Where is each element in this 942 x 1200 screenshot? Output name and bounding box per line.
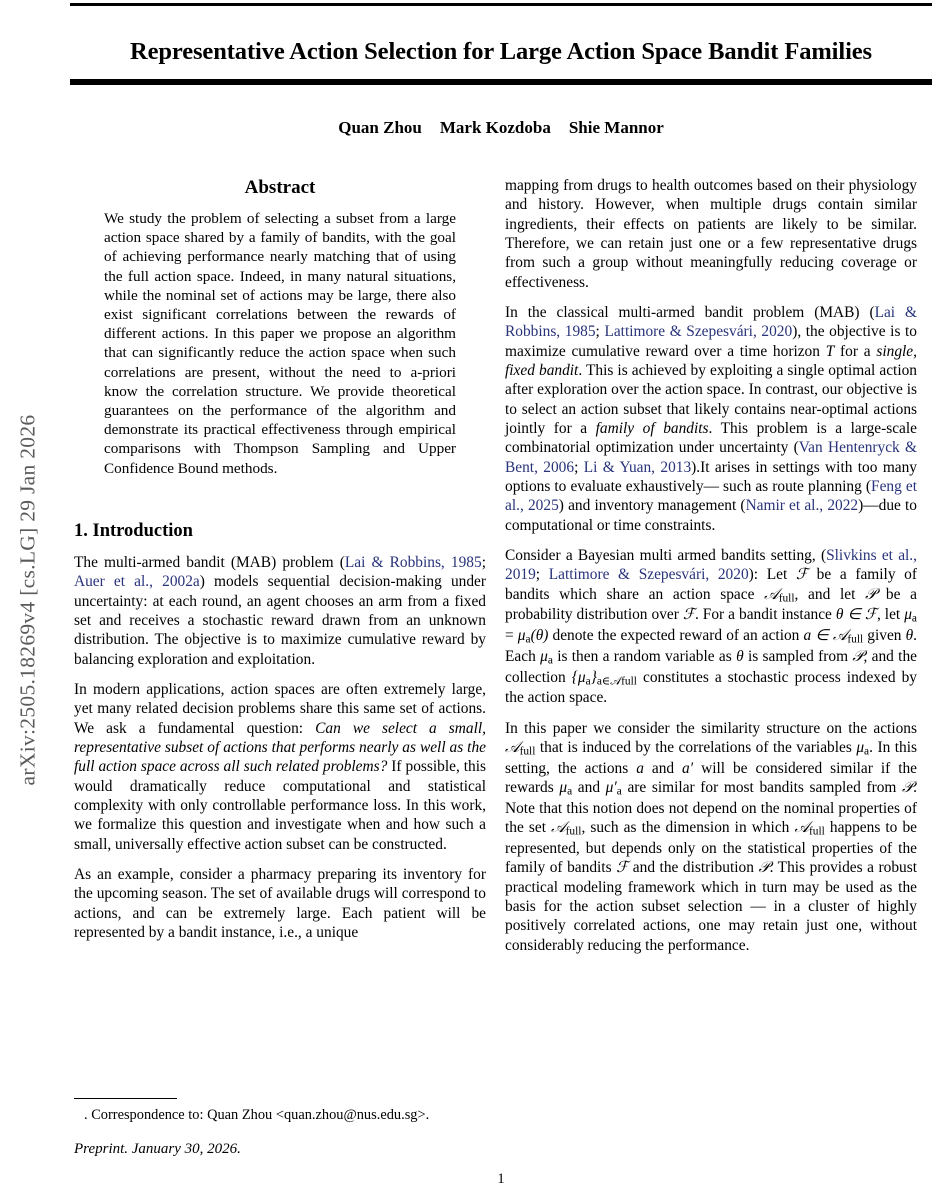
text-run: full (565, 825, 582, 838)
text-run: . This is achieved by exploiting a single optimal action after exploration over the action space. In contrast, our objective is to select an action subset that likely contains near-optimal actions jointly for a (505, 361, 917, 437)
text-run: . This problem is a large-scale combinatorial optimization under uncertainty ( (505, 419, 917, 457)
text-run: ) models sequential decision-making under uncertainty: at each round, an agent chooses an arm from a fixed set and receives a stochastic reward drawn from an unknown distribution. The objective is to maximize cumulative reward by balancing exploration and exploitation. (74, 573, 486, 668)
text-run: ; (535, 566, 549, 584)
text-run: and (572, 779, 606, 797)
text-run: a ∈ (803, 627, 833, 645)
text-run: a (616, 785, 622, 798)
text-run: happens to be represented, but depends only on the statistical properties of the family of bandits (505, 819, 917, 877)
text-run: μ (517, 627, 526, 645)
text-run: μ′ (605, 779, 617, 797)
text-run: )—due to computational or time constraints. (505, 497, 917, 534)
text-run: for a (834, 342, 877, 360)
abstract-heading: Abstract (244, 177, 316, 198)
text-run: 𝒜 (505, 739, 520, 757)
text-run: 𝒫 (758, 859, 770, 877)
text-run: a′ (682, 759, 694, 777)
text-run: family of bandits (595, 419, 709, 437)
body-paragraph (74, 553, 486, 669)
text-run: be a probability distribution over (505, 585, 917, 624)
text-run: . This provides a robust practical modeling framework which in turn may be used as the basis for the action subset selection — in a cluster of highly positively correlated actions, one may retain just one, without considerably reducing the performance. (505, 859, 918, 954)
text-run: In modern applications, action spaces are often extremely large, yet many related decision problems share this same set of actions. We ask a fundamental question: (74, 681, 486, 737)
paper-page (70, 0, 932, 1200)
text-run: full (809, 825, 825, 838)
right-column (505, 176, 917, 955)
text-run: 𝒫 (865, 585, 877, 603)
text-run: and the distribution (628, 859, 759, 877)
citation-link[interactable]: Van Hentenryck & Bent, 2006 (505, 439, 917, 476)
text-run: a∈𝒜full (596, 675, 637, 688)
page-title: Representative Action Selection for Large Action Space Bandit Families (130, 38, 872, 66)
text-run: given (863, 627, 906, 645)
text-run: ; (574, 458, 584, 476)
body-paragraph (74, 680, 486, 854)
text-run: a (864, 745, 870, 758)
text-run: As an example, consider a pharmacy preparing its inventory for the upcoming season. The set of available drugs will correspond to actions, and can be extremely large. Each patient will be represented by a bandit instance, i.e., a unique (74, 866, 486, 942)
preprint-notice: Preprint. January 30, 2026. (74, 1141, 241, 1157)
body-paragraph (505, 303, 917, 535)
header-rule-top (70, 3, 932, 6)
text-run: θ ∈ ℱ (835, 606, 877, 624)
text-run: ): Let (748, 566, 796, 584)
header-rule-bottom (70, 79, 932, 82)
page-number: 1 (497, 1171, 505, 1187)
body-paragraph (505, 719, 917, 955)
text-run: ; (481, 554, 486, 572)
text-run: are similar for most bandits sampled from (621, 779, 903, 797)
text-run: 𝒫 (902, 779, 914, 797)
text-run: is then a random variable as (552, 647, 737, 665)
citation-link[interactable]: Lai & Robbins, 1985 (344, 554, 482, 572)
citation-link[interactable]: Namir et al., 2022 (745, 497, 859, 515)
text-run: μ (540, 647, 548, 665)
text-run: is sampled from (743, 647, 853, 665)
citation-link[interactable]: Lattimore & Szepesvári, 2020 (604, 323, 793, 341)
text-run: 𝒜 (832, 627, 848, 645)
text-run: full (519, 745, 536, 758)
author-list (70, 118, 932, 138)
text-run: a (585, 675, 591, 688)
text-run: . In this setting, the actions (505, 739, 917, 777)
text-run: μ (856, 739, 865, 757)
text-run: ℱ (682, 606, 695, 624)
text-run: In this paper we consider the similarity structure on the actions (505, 719, 917, 737)
arxiv-stamp-text: arXiv:2505.18269v4 [cs.LG] 29 Jan 2026 (15, 414, 40, 786)
introduction-paragraphs-left (74, 553, 486, 942)
citation-link[interactable]: Auer et al., 2002a (74, 573, 200, 591)
text-run: . Note that this notion does not depend on the nominal properties of the set (505, 779, 918, 837)
text-run: a (911, 612, 917, 625)
citation-link[interactable]: Slivkins et al., 2019 (505, 546, 917, 584)
text-run: a (547, 654, 553, 667)
footnote-rule (74, 1098, 177, 1099)
text-run: , and the collection (505, 647, 917, 686)
text-run: 𝒜 (794, 819, 809, 837)
author-name: Shie Mannor (568, 118, 664, 137)
text-run: } (590, 668, 597, 686)
text-run: . Each (505, 627, 918, 665)
text-run: . For a bandit instance (694, 606, 836, 624)
text-run: 𝒜 (551, 819, 566, 837)
text-run: ℱ (795, 566, 808, 584)
text-run: be a family of bandits which share an action space (505, 566, 917, 603)
text-run: and (643, 759, 683, 777)
citation-link[interactable]: Lattimore & Szepesvári, 2020 (548, 566, 749, 584)
citation-link[interactable]: Feng et al., 2025 (505, 477, 917, 515)
citation-link[interactable]: Lai & Robbins, 1985 (505, 303, 917, 341)
text-run: = (505, 627, 518, 645)
text-run: single, fixed bandit (505, 342, 917, 379)
text-run: , let (876, 606, 905, 624)
introduction-paragraphs-right (505, 176, 917, 955)
text-run: denote the expected reward of an action (548, 627, 804, 645)
text-run: In the classical multi-armed bandit problem (MAB) ( (505, 303, 875, 321)
text-run: μ (559, 779, 568, 797)
left-column (74, 176, 486, 942)
text-run: ) and inventory management ( (558, 497, 746, 515)
text-run: θ (736, 647, 744, 665)
text-run: constitutes a stochastic process indexed by the action space. (505, 668, 917, 707)
author-name: Mark Kozdoba (439, 118, 551, 137)
text-run: Can we select a small, representative subset of actions that performs nearly as well as the full action space across all such related problems? (74, 719, 487, 776)
text-run: 𝒫 (852, 647, 864, 665)
text-run: ℱ (616, 859, 629, 877)
text-run: full (847, 633, 864, 646)
text-run: ).It arises in settings with too many options to evaluate exhaustively— such as route planning ( (505, 458, 918, 495)
text-run: (θ) (530, 627, 549, 645)
text-run: that is induced by the correlations of the variables (535, 739, 857, 757)
author-name: Quan Zhou (338, 118, 422, 137)
footnote-correspondence: . Correspondence to: Quan Zhou <quan.zhou@nus.edu.sg>. (84, 1107, 430, 1124)
text-run: a (567, 785, 573, 798)
text-run: full (778, 592, 795, 605)
text-run: a (636, 759, 644, 777)
text-run: If possible, this would dramatically reduce computational and statistical complexity with only controllable performance loss. In this work, we formalize this question and investigate when and how such a small, universally effective action subset can be constructed. (74, 758, 486, 853)
text-run: Consider a Bayesian multi armed bandits setting, ( (505, 546, 827, 564)
text-run: mapping from drugs to health outcomes based on their physiology and history. However, when multiple drugs contain similar ingredients, their effects on patients are likely to be similar. Therefore, we can retain just one or a few representative drugs from such a group without meaningfully reducing coverage or effectiveness. (505, 177, 917, 291)
text-run: T (825, 342, 835, 360)
text-run: μ (904, 606, 912, 624)
citation-link[interactable]: Li & Yuan, 2013 (583, 458, 692, 476)
text-run: , such as the dimension in which (581, 819, 795, 837)
abstract-body: We study the problem of selecting a subset from a large action space shared by a family of bandits, with the goal of achieving performance nearly matching that of using the full action space. Indeed, in many natural situations, while the nominal set of actions may be large, there also exist significant correlations between the rewards of different actions. In this paper we propose an algorithm that can significantly reduce the action space when such correlations are present, without the need to a-priori know the correlation structure. We provide theoretical guarantees on the performance of the algorithm and demonstrate its practical effectiveness through empirical comparisons with Thompson Sampling and Upper Confidence Bound methods. (104, 209, 456, 477)
text-run: ), the objective is to maximize cumulative reward over a time horizon (505, 323, 918, 360)
body-paragraph (505, 546, 917, 708)
text-run: ; (595, 323, 605, 341)
text-run: The multi-armed bandit (MAB) problem ( (74, 554, 345, 572)
text-run: 𝒜 (764, 585, 779, 603)
text-run: {μ (571, 668, 586, 686)
text-run: , and let (794, 585, 866, 603)
text-run: a (525, 633, 531, 646)
text-run: will be considered similar if the rewards (505, 759, 917, 797)
text-run: θ (905, 627, 914, 645)
section-heading-introduction: 1. Introduction (74, 520, 193, 541)
arxiv-stamp (0, 0, 56, 1200)
body-paragraph (505, 176, 917, 292)
body-paragraph (74, 865, 486, 942)
footnote-area (74, 1098, 486, 1124)
